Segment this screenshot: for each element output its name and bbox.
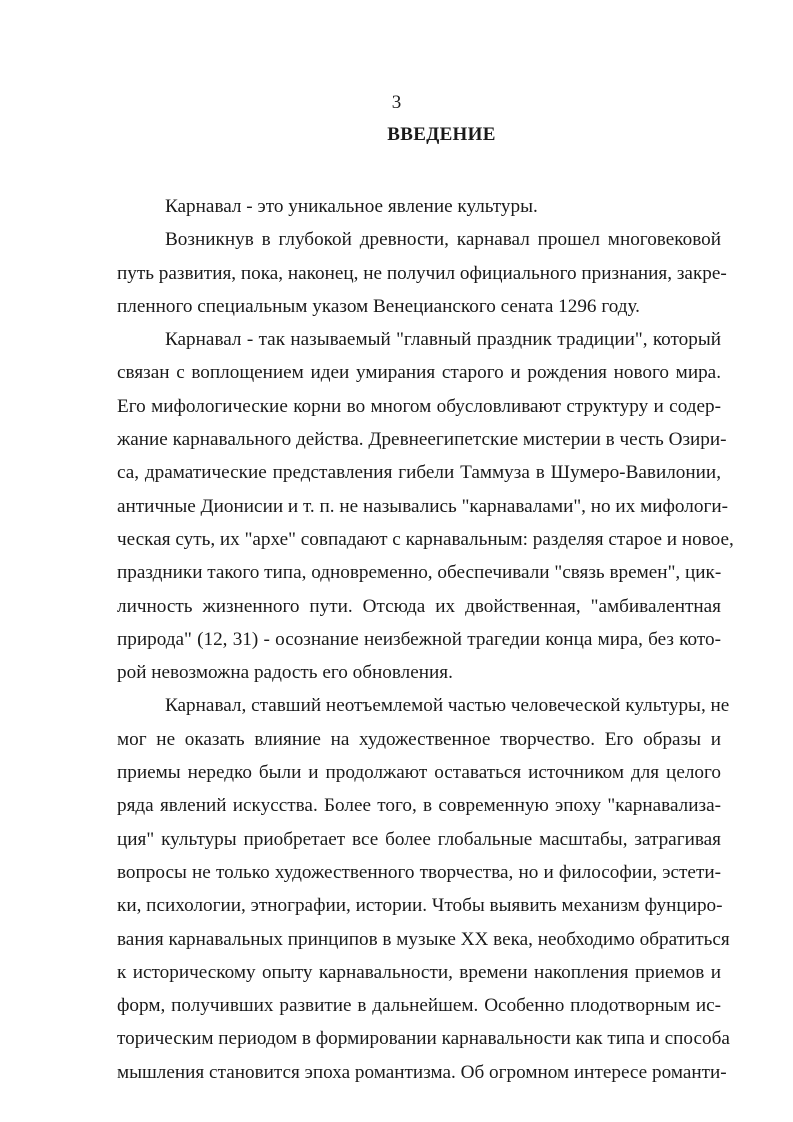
text-line: природа" (12, 31) - осознание неизбежной трагедии конца мира, без кото- bbox=[117, 628, 721, 650]
text-line: са, драматические представления гибели Таммуза в Шумеро-Вавилонии, bbox=[117, 462, 721, 484]
text-line: приемы нередко были и продолжают оставаться источником для целого bbox=[117, 762, 721, 784]
text-line: Карнавал - так называемый "главный праздник традиции", который bbox=[165, 329, 721, 351]
text-line: пленного специальным указом Венецианского сената 1296 году. bbox=[117, 295, 640, 317]
page-title: ВВЕДЕНИЕ bbox=[387, 124, 496, 145]
text-line: форм, получивших развитие в дальнейшем. Особенно плодотворным ис- bbox=[117, 995, 721, 1017]
text-line: ки, психологии, этнографии, истории. Чтобы выявить механизм фунциро- bbox=[117, 895, 723, 917]
text-line: вопросы не только художественного творчества, но и философии, эстети- bbox=[117, 861, 721, 883]
text-line: мог не оказать влияние на художественное творчество. Его образы и bbox=[117, 728, 721, 750]
text-line: античные Дионисии и т. п. не назывались "карнавалами", но их мифологи- bbox=[117, 495, 728, 517]
text-line: к историческому опыту карнавальности, времени накопления приемов и bbox=[117, 961, 721, 983]
text-line: Карнавал, ставший неотъемлемой частью человеческой культуры, не bbox=[165, 695, 730, 717]
text-line: личность жизненного пути. Отсюда их двойственная, "амбивалентная bbox=[117, 595, 721, 617]
text-line: Карнавал - это уникальное явление культуры. bbox=[165, 196, 538, 217]
text-line: ряда явлений искусства. Более того, в современную эпоху "карнавализа- bbox=[117, 795, 721, 817]
text-line: праздники такого типа, одновременно, обеспечивали "связь времен", цик- bbox=[117, 562, 722, 584]
text-line: путь развития, пока, наконец, не получил официального признания, закре- bbox=[117, 262, 727, 284]
text-line: рой невозможна радость его обновления. bbox=[117, 662, 453, 684]
text-line: мышления становится эпоха романтизма. Об огромном интересе романти- bbox=[117, 1061, 727, 1083]
text-line: вания карнавальных принципов в музыке XX века, необходимо обратиться bbox=[117, 928, 730, 950]
text-line: жание карнавального действа. Древнеегипетские мистерии в честь Озири- bbox=[117, 429, 727, 451]
text-line: связан с воплощением идеи умирания старого и рождения нового мира. bbox=[117, 362, 721, 384]
text-line: ческая суть, их "архе" совпадают с карнавальным: разделяя старое и новое, bbox=[117, 528, 734, 550]
page-number: 3 bbox=[391, 92, 402, 113]
body-text bbox=[117, 190, 734, 1089]
text-line: ция" культуры приобретает все более глобальные масштабы, затрагивая bbox=[117, 828, 721, 850]
text-line: торическим периодом в формировании карнавальности как типа и способа bbox=[117, 1028, 730, 1050]
text-line: Его мифологические корни во многом обусловливают структуру и содер- bbox=[117, 395, 721, 417]
text-line: Возникнув в глубокой древности, карнавал прошел многовековой bbox=[165, 229, 721, 251]
